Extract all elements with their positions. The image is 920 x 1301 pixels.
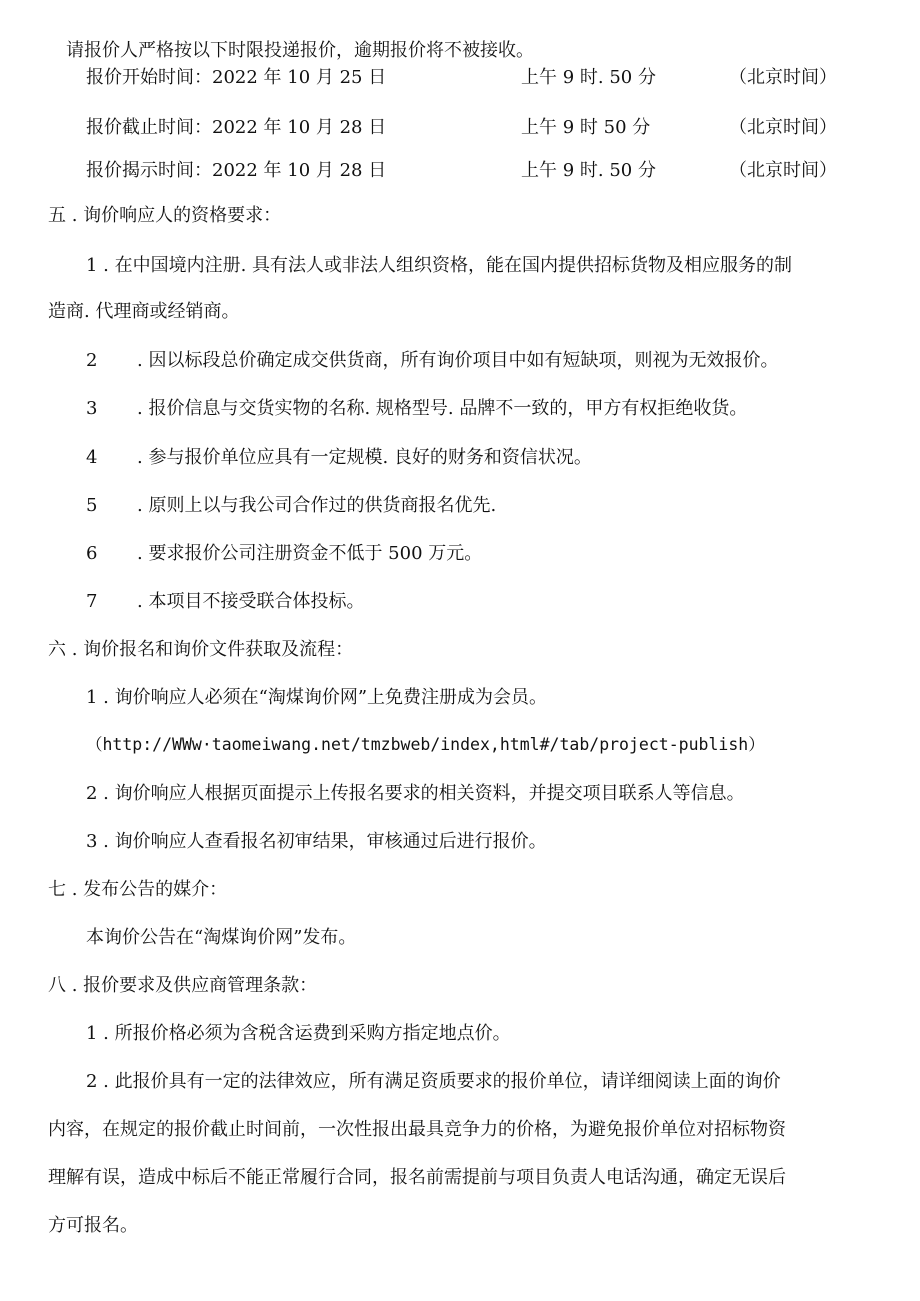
- item-number: 6: [86, 543, 98, 564]
- section8-heading: 八 . 报价要求及供应商管理条款：: [48, 975, 318, 996]
- section6-item1: 1 . 询价响应人必须在“淘煤询价网”上免费注册成为会员。: [86, 687, 548, 708]
- item-number: 2: [86, 350, 98, 371]
- item-number: 5: [86, 495, 98, 516]
- schedule-time: 上午 9 时. 50 分: [521, 67, 656, 88]
- section5-heading: 五 . 询价响应人的资格要求：: [48, 205, 282, 226]
- item-text: . 因以标段总价确定成交供货商，所有询价项目中如有短缺项，则视为无效报价。: [137, 350, 779, 371]
- item-text: . 要求报价公司注册资金不低于 500 万元。: [137, 543, 483, 564]
- item-text: . 本项目不接受联合体投标。: [137, 591, 365, 612]
- section5-item1-line2: 造商. 代理商或经销商。: [48, 301, 240, 322]
- item-number: 4: [86, 447, 98, 468]
- section8-item1: 1 . 所报价格必须为含税含运费到采购方指定地点价。: [86, 1023, 511, 1044]
- schedule-zone: （北京时间）: [729, 67, 837, 88]
- section8-item2-line4: 方可报名。: [48, 1215, 138, 1236]
- schedule-time: 上午 9 时. 50 分: [521, 160, 656, 181]
- section6-item3: 3 . 询价响应人查看报名初审结果，审核通过后进行报价。: [86, 831, 547, 852]
- schedule-zone: （北京时间）: [729, 160, 837, 181]
- section8-item2-line2: 内容，在规定的报价截止时间前，一次性报出最具竞争力的价格，为避免报价单位对招标物资: [48, 1119, 786, 1140]
- item-number: 3: [86, 398, 98, 419]
- schedule-zone: （北京时间）: [729, 117, 837, 138]
- schedule-time: 上午 9 时 50 分: [521, 117, 651, 138]
- section5-item1-line1: 1 . 在中国境内注册. 具有法人或非法人组织资格，能在国内提供招标货物及相应服务的制: [86, 255, 793, 276]
- schedule-label-date: 报价开始时间：2022 年 10 月 25 日: [86, 67, 387, 88]
- section8-item2-line3: 理解有误，造成中标后不能正常履行合同，报名前需提前与项目负责人电话沟通，确定无误后: [48, 1167, 786, 1188]
- registration-url: （http://WWw·taomeiwang.net/tmzbweb/index,html#/tab/project-publish）: [86, 735, 765, 754]
- intro-paragraph: 请报价人严格按以下时限投递报价，逾期报价将不被接收。: [66, 40, 534, 61]
- schedule-label-date: 报价揭示时间：2022 年 10 月 28 日: [86, 160, 387, 181]
- section8-item2-line1: 2 . 此报价具有一定的法律效应，所有满足资质要求的报价单位，请详细阅读上面的询价: [86, 1071, 781, 1092]
- section6-heading: 六 . 询价报名和询价文件获取及流程：: [48, 639, 354, 660]
- item-text: . 参与报价单位应具有一定规模. 良好的财务和资信状况。: [137, 447, 592, 468]
- section7-heading: 七 . 发布公告的媒介：: [48, 879, 228, 900]
- schedule-label-date: 报价截止时间：2022 年 10 月 28 日: [86, 117, 387, 138]
- section7-text: 本询价公告在“淘煤询价网”发布。: [86, 927, 357, 948]
- section6-item2: 2 . 询价响应人根据页面提示上传报名要求的相关资料，并提交项目联系人等信息。: [86, 783, 745, 804]
- item-number: 7: [86, 591, 98, 612]
- item-text: . 原则上以与我公司合作过的供货商报名优先.: [137, 495, 497, 516]
- item-text: . 报价信息与交货实物的名称. 规格型号. 品牌不一致的，甲方有权拒绝收货。: [137, 398, 748, 419]
